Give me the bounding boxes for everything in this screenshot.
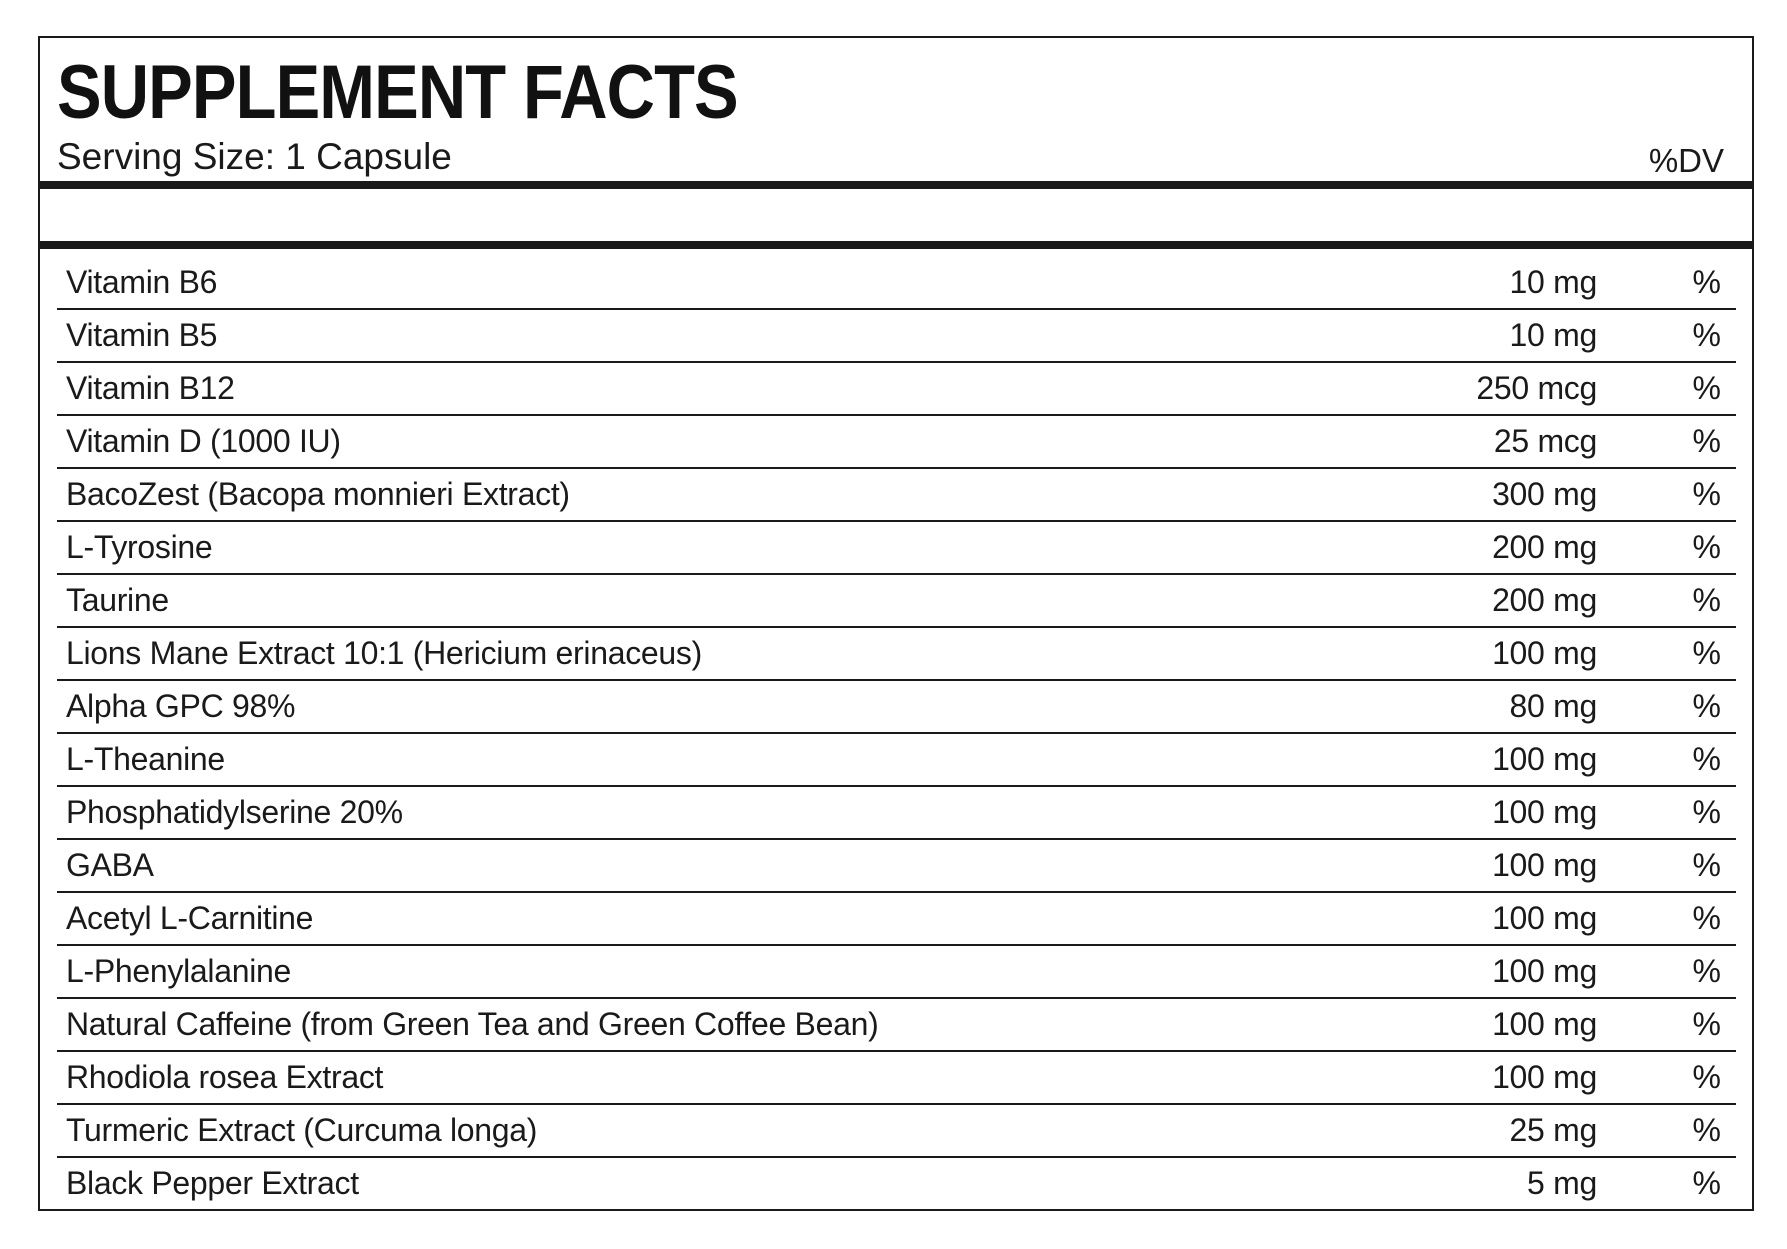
ingredient-daily-value: %: [1692, 794, 1721, 830]
ingredient-name: Rhodiola rosea Extract: [66, 1059, 384, 1095]
ingredient-row: [57, 840, 1736, 893]
ingredient-amount: 5 mg: [1527, 1165, 1597, 1201]
ingredient-row: [57, 628, 1736, 681]
ingredient-daily-value: %: [1692, 1112, 1721, 1148]
ingredient-amount: 10 mg: [1509, 317, 1597, 353]
ingredient-name: L-Tyrosine: [66, 529, 213, 565]
daily-value-header: %DV: [1648, 142, 1724, 179]
ingredient-name: Taurine: [66, 582, 169, 618]
ingredient-daily-value: %: [1692, 1059, 1721, 1095]
ingredient-row: [57, 416, 1736, 469]
ingredient-row: [57, 575, 1736, 628]
ingredient-amount: 100 mg: [1492, 847, 1597, 883]
ingredient-daily-value: %: [1692, 264, 1721, 300]
ingredient-amount: 250 mcg: [1476, 370, 1597, 406]
ingredient-amount: 100 mg: [1492, 794, 1597, 830]
ingredient-amount: 10 mg: [1509, 264, 1597, 300]
ingredient-name: GABA: [66, 847, 154, 883]
ingredient-row: [57, 946, 1736, 999]
ingredient-row: [57, 1105, 1736, 1158]
ingredient-daily-value: %: [1692, 688, 1721, 724]
ingredient-daily-value: %: [1692, 582, 1721, 618]
ingredient-amount: 200 mg: [1492, 582, 1597, 618]
ingredient-daily-value: %: [1692, 847, 1721, 883]
ingredient-amount: 100 mg: [1492, 1006, 1597, 1042]
ingredient-amount: 100 mg: [1492, 1059, 1597, 1095]
ingredient-amount: 100 mg: [1492, 635, 1597, 671]
ingredient-name: Vitamin B5: [66, 317, 218, 353]
ingredient-row: [57, 469, 1736, 522]
ingredient-row: [57, 893, 1736, 946]
ingredient-amount: 200 mg: [1492, 529, 1597, 565]
panel-title: SUPPLEMENT FACTS: [57, 50, 738, 135]
ingredient-daily-value: %: [1692, 423, 1721, 459]
ingredient-amount: 25 mg: [1509, 1112, 1597, 1148]
ingredient-name: Vitamin B12: [66, 370, 235, 406]
ingredient-name: Turmeric Extract (Curcuma longa): [66, 1112, 538, 1148]
ingredient-row: [57, 999, 1736, 1052]
ingredient-row: [57, 363, 1736, 416]
ingredient-name: Vitamin B6: [66, 264, 218, 300]
ingredient-name: Acetyl L-Carnitine: [66, 900, 314, 936]
ingredient-row: [57, 734, 1736, 787]
ingredient-daily-value: %: [1692, 741, 1721, 777]
ingredient-name: Alpha GPC 98%: [66, 688, 296, 724]
ingredient-row: [57, 522, 1736, 575]
ingredient-row: [57, 257, 1736, 310]
ingredient-amount: 80 mg: [1509, 688, 1597, 724]
ingredient-name: Natural Caffeine (from Green Tea and Green Coffee Bean): [66, 1006, 879, 1042]
ingredient-amount: 300 mg: [1492, 476, 1597, 512]
ingredient-daily-value: %: [1692, 529, 1721, 565]
ingredient-name: Black Pepper Extract: [66, 1165, 359, 1201]
ingredient-row: [57, 787, 1736, 840]
serving-size: Serving Size: 1 Capsule: [57, 136, 452, 177]
supplement-facts-panel: [38, 36, 1754, 1211]
ingredient-row: [57, 1052, 1736, 1105]
ingredient-name: L-Phenylalanine: [66, 953, 292, 989]
ingredient-name: Lions Mane Extract 10:1 (Hericium erinaceus): [66, 635, 702, 671]
thick-divider-bottom: [40, 241, 1752, 249]
ingredient-row: [57, 310, 1736, 363]
ingredient-name: BacoZest (Bacopa monnieri Extract): [66, 476, 570, 512]
ingredient-name: Phosphatidylserine 20%: [66, 794, 403, 830]
ingredient-daily-value: %: [1692, 953, 1721, 989]
ingredient-list: [57, 257, 1736, 1211]
ingredient-row: [57, 681, 1736, 734]
ingredient-name: L-Theanine: [66, 741, 225, 777]
ingredient-amount: 100 mg: [1492, 741, 1597, 777]
ingredient-daily-value: %: [1692, 1006, 1721, 1042]
ingredient-daily-value: %: [1692, 317, 1721, 353]
ingredient-amount: 100 mg: [1492, 953, 1597, 989]
ingredient-amount: 25 mcg: [1493, 423, 1597, 459]
ingredient-amount: 100 mg: [1492, 900, 1597, 936]
ingredient-daily-value: %: [1692, 635, 1721, 671]
ingredient-daily-value: %: [1692, 476, 1721, 512]
ingredient-name: Vitamin D (1000 IU): [66, 423, 341, 459]
ingredient-row: [57, 1158, 1736, 1211]
ingredient-daily-value: %: [1692, 900, 1721, 936]
ingredient-daily-value: %: [1692, 370, 1721, 406]
thick-divider-top: [40, 181, 1752, 189]
ingredient-daily-value: %: [1692, 1165, 1721, 1201]
